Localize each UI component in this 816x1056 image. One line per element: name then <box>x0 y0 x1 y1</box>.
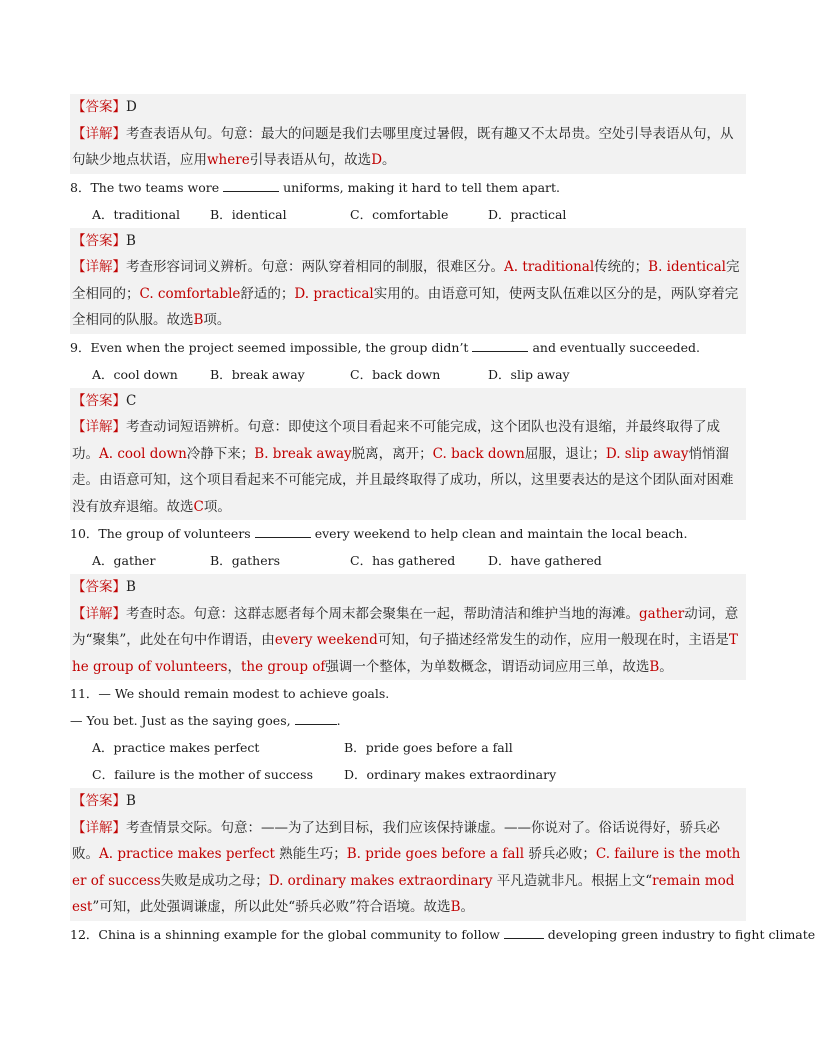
option-a: A．practice makes perfect <box>92 740 260 755</box>
option-b: B．identical <box>210 206 287 222</box>
option-c: C．comfortable <box>350 206 449 222</box>
question-9: 9．Even when the project seemed impossible, the group didn’t and eventually succeeded. <box>70 339 701 355</box>
answer-block-q11 <box>70 788 746 921</box>
answer-line: 【答案】B <box>72 579 136 595</box>
answer-block-q7 <box>70 94 746 174</box>
option-c: C．back down <box>350 366 441 382</box>
question-11: 11．— We should remain modest to achieve goals. <box>70 686 390 701</box>
answer-line: 【答案】B <box>72 793 136 809</box>
options-q11-row1 <box>70 734 746 761</box>
option-d: D．ordinary makes extraordinary <box>344 767 557 782</box>
option-c: C．has gathered <box>350 553 456 568</box>
option-d: D．have gathered <box>488 553 602 568</box>
answer-block-q10 <box>70 574 746 680</box>
option-d: D．practical <box>488 206 567 222</box>
option-b: B．break away <box>210 366 305 382</box>
option-c: C．failure is the mother of success <box>92 767 313 782</box>
answer-block-q9 <box>70 388 746 521</box>
detail-line: 【详解】考查形容词词义辨析。句意：两队穿着相同的制服，很难区分。A. traditional传统的；B. identical完全相同的；C. comfortable舒适的；D. practical实用的。由语意可知，使两支队伍难以区分的是，两队穿着完全相同的队服。故选B项。 <box>72 259 740 328</box>
answer-line: 【答案】D <box>72 99 137 115</box>
question-10: 10．The group of volunteers every weekend to help clean and maintain the local beach. <box>70 526 688 541</box>
answer-block-q8 <box>70 228 746 334</box>
answer-line: 【答案】B <box>72 232 136 249</box>
option-a: A．traditional <box>92 206 181 222</box>
options-q8 <box>70 201 746 228</box>
detail-line: 【详解】考查时态。句意：这群志愿者每个周末都会聚集在一起，帮助清洁和维护当地的海滩。gather动词，意为“聚集”，此处在句中作谓语，由every weekend可知，句子描述经常发生的动作，应用一般现在时，主语是The group of volunteers，the group of强调一个整体，为单数概念，谓语动词应用三单，故选B。 <box>72 605 739 675</box>
option-b: B．pride goes before a fall <box>344 740 513 755</box>
answer-line: 【答案】C <box>72 392 137 409</box>
question-12: 12．China is a shinning example for the global community to follow developing green industry to fight climate <box>70 926 816 942</box>
option-a: A．cool down <box>92 366 178 382</box>
option-d: D．slip away <box>488 366 570 382</box>
question-8: 8．The two teams wore uniforms, making it hard to tell them apart. <box>70 179 561 195</box>
detail-line: 【详解】考查表语从句。句意：最大的问题是我们去哪里度过暑假，既有趣又不太昂贵。空处引导表语从句，从句缺少地点状语，应用where引导表语从句，故选D。 <box>72 125 734 168</box>
options-q10 <box>70 547 746 574</box>
detail-line: 【详解】考查动词短语辨析。句意：即使这个项目看起来不可能完成，这个团队也没有退缩，并最终取得了成功。A. cool down冷静下来；B. break away脱离，离开；C. back down屈服，退让；D. slip away悄悄溜走。由语意可知，这个项目看起来不可能完成，并且最终取得了成功，所以，这里要表达的是这个团队面对困难没有放弃退缩。故选C项。 <box>72 419 734 515</box>
question-11-reply: — You bet. Just as the saying goes, . <box>70 713 341 728</box>
detail-line: 【详解】考查情景交际。句意：——为了达到目标，我们应该保持谦虚。——你说对了。俗话说得好，骄兵必败。A. practice makes perfect 熟能生巧；B. pride goes before a fall 骄兵必败；C. failure is the mother of success失败是成功之母；D. ordinary makes extraordinary 平凡造就非凡。根据上文“remain modest”可知，此处强调谦虚，所以此处“骄兵必败”符合语境。故选B。 <box>72 819 741 915</box>
options-q11-row2 <box>70 761 746 788</box>
options-q9 <box>70 361 746 388</box>
document-page <box>70 94 816 948</box>
option-b: B．gathers <box>210 553 281 568</box>
option-a: A．gather <box>92 553 156 568</box>
